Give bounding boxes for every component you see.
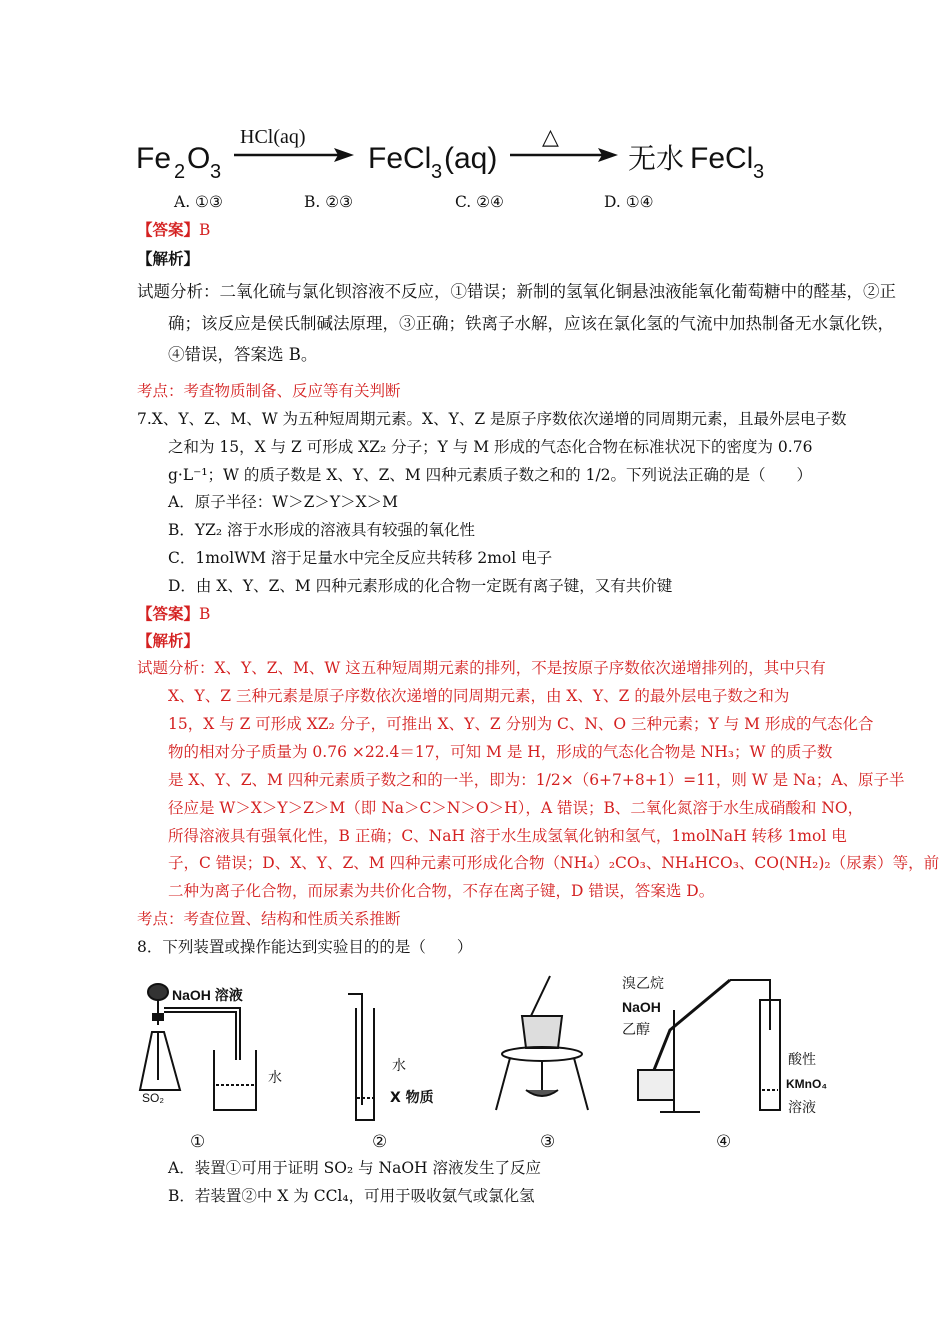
q7-analysis-line-3: 15，X 与 Z 可形成 XZ₂ 分子，可推出 X、Y、Z 分别为 C、N、O 三种元素；Y 与 M 形成的气态化合 — [168, 715, 874, 733]
label-water-1: 水 — [268, 1070, 282, 1086]
q7-analysis-line-7: 所得溶液具有强氧化性，B 正确；C、NaH 溶于水生成氢氧化钠和氢气，1molNaH 转移 1mol 电 — [168, 827, 847, 845]
q7-analysis-line-9: 二种为离子化合物，而尿素为共价化合物，不存在离子键，D 错误，答案选 D。 — [168, 882, 715, 900]
q7-stem-line-1: 7.X、Y、Z、M、W 为五种短周期元素。X、Y、Z 是原子序数依次递增的同周期元素，且最外层电子数 — [137, 410, 847, 428]
reaction-equation — [130, 118, 790, 188]
product1-sub: 3 — [431, 161, 443, 183]
q7-stem-line-3: g·L⁻¹；W 的质子数是 X、Y、Z、M 四种元素质子数之和的 1/2。下列说法正确的是（ ） — [168, 466, 813, 484]
q8-stem: 8．下列装置或操作能达到实验目的的是（ ） — [137, 938, 473, 956]
q7-option-c: C．1molWM 溶于足量水中完全反应共转移 2mol 电子 — [168, 549, 553, 567]
q7-analysis-line-8: 子，C 错误；D、X、Y、Z、M 四种元素可形成化合物（NH₄）₂CO₃、NH₄HCO₃、CO(NH₂)₂（尿素）等，前 — [168, 854, 940, 872]
label-water-2: 水 — [392, 1058, 406, 1074]
reactant-o: O — [187, 142, 211, 175]
figure-number-3: ③ — [540, 1132, 556, 1152]
q7-answer — [137, 604, 210, 624]
q6-answer — [137, 220, 210, 240]
q6-kaodian: 考点：考查物质制备、反应等有关判断 — [137, 382, 401, 400]
q6-answer-value: B — [199, 221, 211, 239]
label-bromoethane: 溴乙烷 — [622, 976, 664, 992]
q8-option-b: B．若装置②中 X 为 CCl₄，可用于吸收氨气或氯化氢 — [168, 1187, 535, 1205]
product2-sub: 3 — [753, 161, 765, 183]
q7-option-a: A．原子半径：W＞Z＞Y＞X＞M — [168, 493, 399, 511]
q6-option-d: D. ①④ — [604, 193, 654, 211]
arrow2-label: △ — [542, 125, 559, 150]
arrow1-label: HCl(aq) — [240, 126, 306, 148]
q7-stem-line-2: 之和为 15，X 与 Z 可形成 XZ₂ 分子；Y 与 M 形成的气态化合物在标准状况下的密度为 0.76 — [168, 438, 813, 456]
q6-analysis-line-1: 试题分析：二氧化硫与氯化钡溶液不反应，①错误；新制的氢氧化铜悬浊液能氧化葡萄糖中的醛基，②正 — [137, 282, 896, 301]
figure-number-1: ① — [190, 1132, 206, 1152]
figure-number-2: ② — [372, 1132, 388, 1152]
q6-answer-label: 【答案】 — [137, 220, 200, 239]
apparatus-3 — [496, 976, 588, 1110]
product1-tail: (aq) — [444, 142, 498, 175]
q6-option-a: A. ①③ — [174, 193, 223, 211]
label-naoh: NaOH — [622, 999, 661, 1015]
q7-answer-label: 【答案】 — [137, 604, 200, 623]
apparatus-figure — [130, 970, 828, 1130]
q7-analysis-line-5: 是 X、Y、Z、M 四种元素质子数之和的一半，即为：1/2×（6+7+8+1）=11，则 W 是 Na；A、原子半 — [168, 771, 905, 789]
q7-analysis-line-1: 试题分析：X、Y、Z、M、W 这五种短周期元素的排列，不是按原子序数依次递增排列的，其中只有 — [137, 659, 826, 677]
label-ethanol: 乙醇 — [622, 1022, 650, 1038]
figure-number-4: ④ — [716, 1132, 732, 1152]
q7-analysis-line-6: 径应是 W＞X＞Y＞Z＞M（即 Na＞C＞N＞O＞H），A 错误；B、二氧化氮溶于水生成硝酸和 NO， — [168, 799, 864, 817]
label-kmno4: KMnO₄ — [786, 1077, 828, 1091]
label-solution: 溶液 — [788, 1100, 816, 1116]
q6-option-b: B. ②③ — [304, 193, 354, 211]
q7-analysis-label: 【解析】 — [137, 631, 200, 650]
label-acidic: 酸性 — [788, 1052, 816, 1068]
q6-analysis-label: 【解析】 — [137, 249, 200, 268]
q7-answer-value: B — [199, 605, 211, 623]
apparatus-2 — [348, 994, 374, 1120]
q6-analysis-line-2: 确；该反应是侯氏制碱法原理，③正确；铁离子水解，应该在氯化氢的气流中加热制备无水氯化铁， — [168, 314, 894, 333]
product2-prefix: 无水 — [628, 142, 685, 175]
q7-option-d: D．由 X、Y、Z、M 四种元素形成的化合物一定既有离子键，又有共价键 — [168, 577, 673, 595]
reactant-sub1: 2 — [174, 161, 186, 183]
label-so2: SO₂ — [142, 1091, 164, 1105]
q6-option-c: C. ②④ — [455, 193, 504, 211]
label-x-substance: X 物质 — [390, 1090, 434, 1106]
q6-analysis-line-3: ④错误，答案选 B。 — [168, 345, 318, 364]
product1-fecl: FeCl — [368, 142, 432, 175]
q7-kaodian: 考点：考查位置、结构和性质关系推断 — [137, 910, 401, 928]
q8-option-a: A．装置①可用于证明 SO₂ 与 NaOH 溶液发生了反应 — [168, 1159, 541, 1177]
product2-fecl: FeCl — [690, 142, 754, 175]
q7-option-b: B．YZ₂ 溶于水形成的溶液具有较强的氧化性 — [168, 521, 476, 539]
q7-analysis-line-2: X、Y、Z 三种元素是原子序数依次递增的同周期元素，由 X、Y、Z 的最外层电子数之和为 — [168, 687, 790, 705]
q7-analysis-line-4: 物的相对分子质量为 0.76 ×22.4＝17，可知 M 是 H，形成的气态化合物是 NH₃；W 的质子数 — [168, 743, 833, 761]
label-naoh-solution: NaOH 溶液 — [172, 987, 243, 1003]
reactant-fe: Fe — [136, 142, 172, 175]
reactant-sub2: 3 — [210, 161, 222, 183]
